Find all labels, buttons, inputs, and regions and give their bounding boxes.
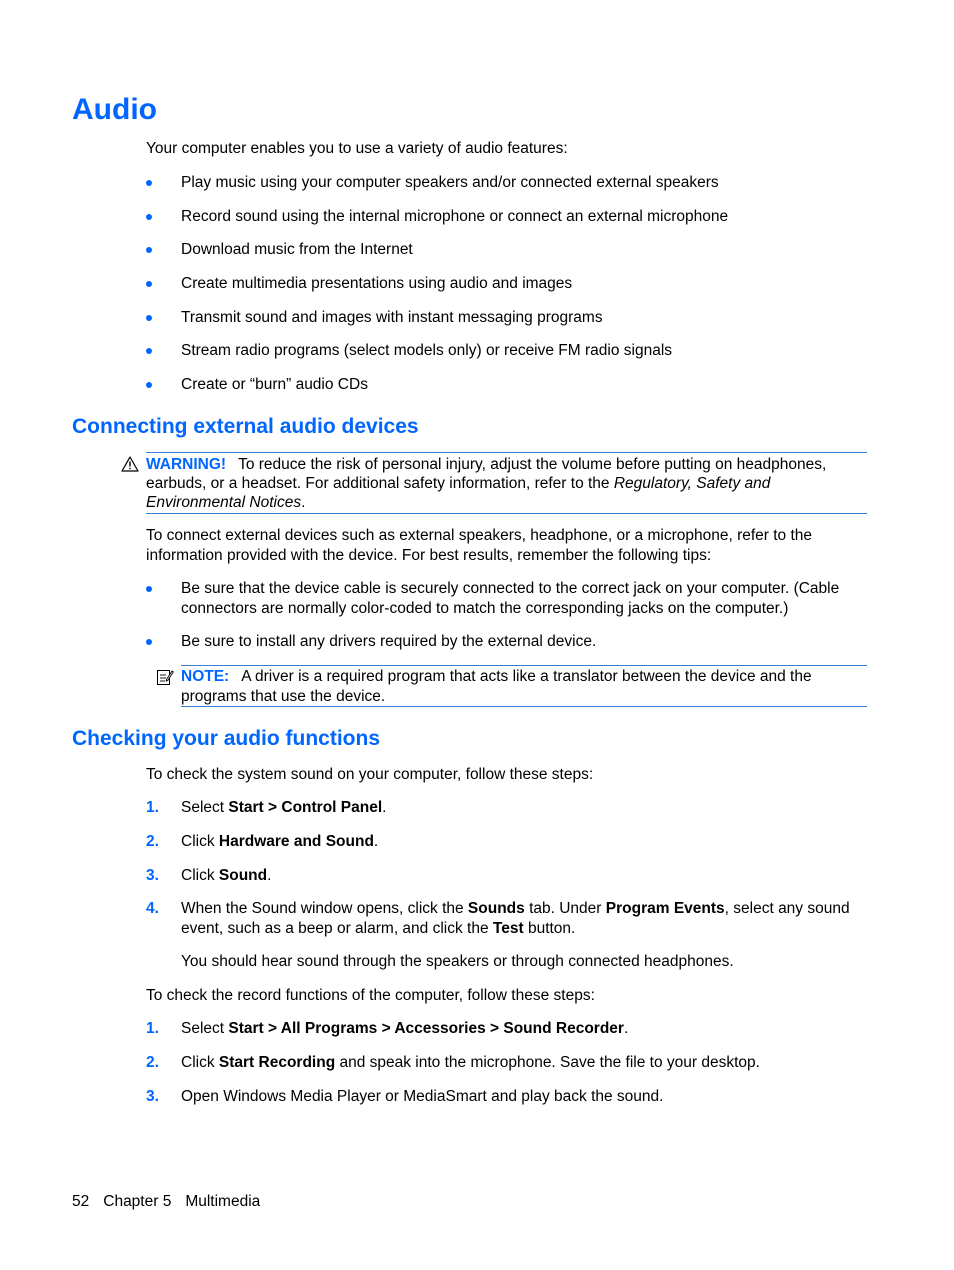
note-text: NOTE: A driver is a required program that acts like a translator between the device and the programs that use the device. [181,668,812,705]
bullet-icon [146,639,152,645]
step-number: 3. [146,867,159,884]
warning-icon [121,456,139,472]
bullet-icon [146,382,152,388]
note-callout [181,665,867,707]
bullet-icon [146,180,152,186]
step-number: 3. [146,1088,159,1105]
chapter-label: Chapter 5 [103,1193,172,1210]
bullet-icon [146,281,152,287]
bullet-icon [146,586,152,592]
note-icon [156,668,174,686]
step-number: 4. [146,900,159,917]
section-heading-connecting: Connecting external audio devices [72,415,419,438]
step-number: 2. [146,833,159,850]
step-number: 1. [146,799,159,816]
warning-text: WARNING! To reduce the risk of personal injury, adjust the volume before putting on headphones, earbuds, or a headset. For additional safety information, refer to the Regulatory, Safety and Environmental Notices. [146,456,827,511]
page-number: 52 [72,1193,90,1210]
note-label: NOTE: [181,668,230,685]
sound-check-intro: To check the system sound on your computer, follow these steps: [146,766,594,783]
chapter-title: Multimedia [185,1193,261,1210]
document-reference: Regulatory, Safety and Environmental Notices [146,475,771,511]
step-number: 2. [146,1054,159,1071]
page-title: Audio [72,93,157,126]
connecting-paragraph: To connect external devices such as external speakers, headphone, or a microphone, refer to the information provided with the device. For best results, remember the following tips: [146,527,813,564]
bullet-icon [146,348,152,354]
bullet-icon [146,247,152,253]
step4-result: You should hear sound through the speakers or through connected headphones. [181,953,734,970]
page-footer [72,1192,274,1212]
step-number: 1. [146,1020,159,1037]
record-check-intro: To check the record functions of the computer, follow these steps: [146,987,595,1004]
section-heading-checking: Checking your audio functions [72,727,381,750]
warning-callout [146,452,867,514]
bullet-icon [146,315,152,321]
warning-label: WARNING! [146,456,227,473]
bullet-icon [146,214,152,220]
intro-paragraph: Your computer enables you to use a variety of audio features: [146,140,568,157]
